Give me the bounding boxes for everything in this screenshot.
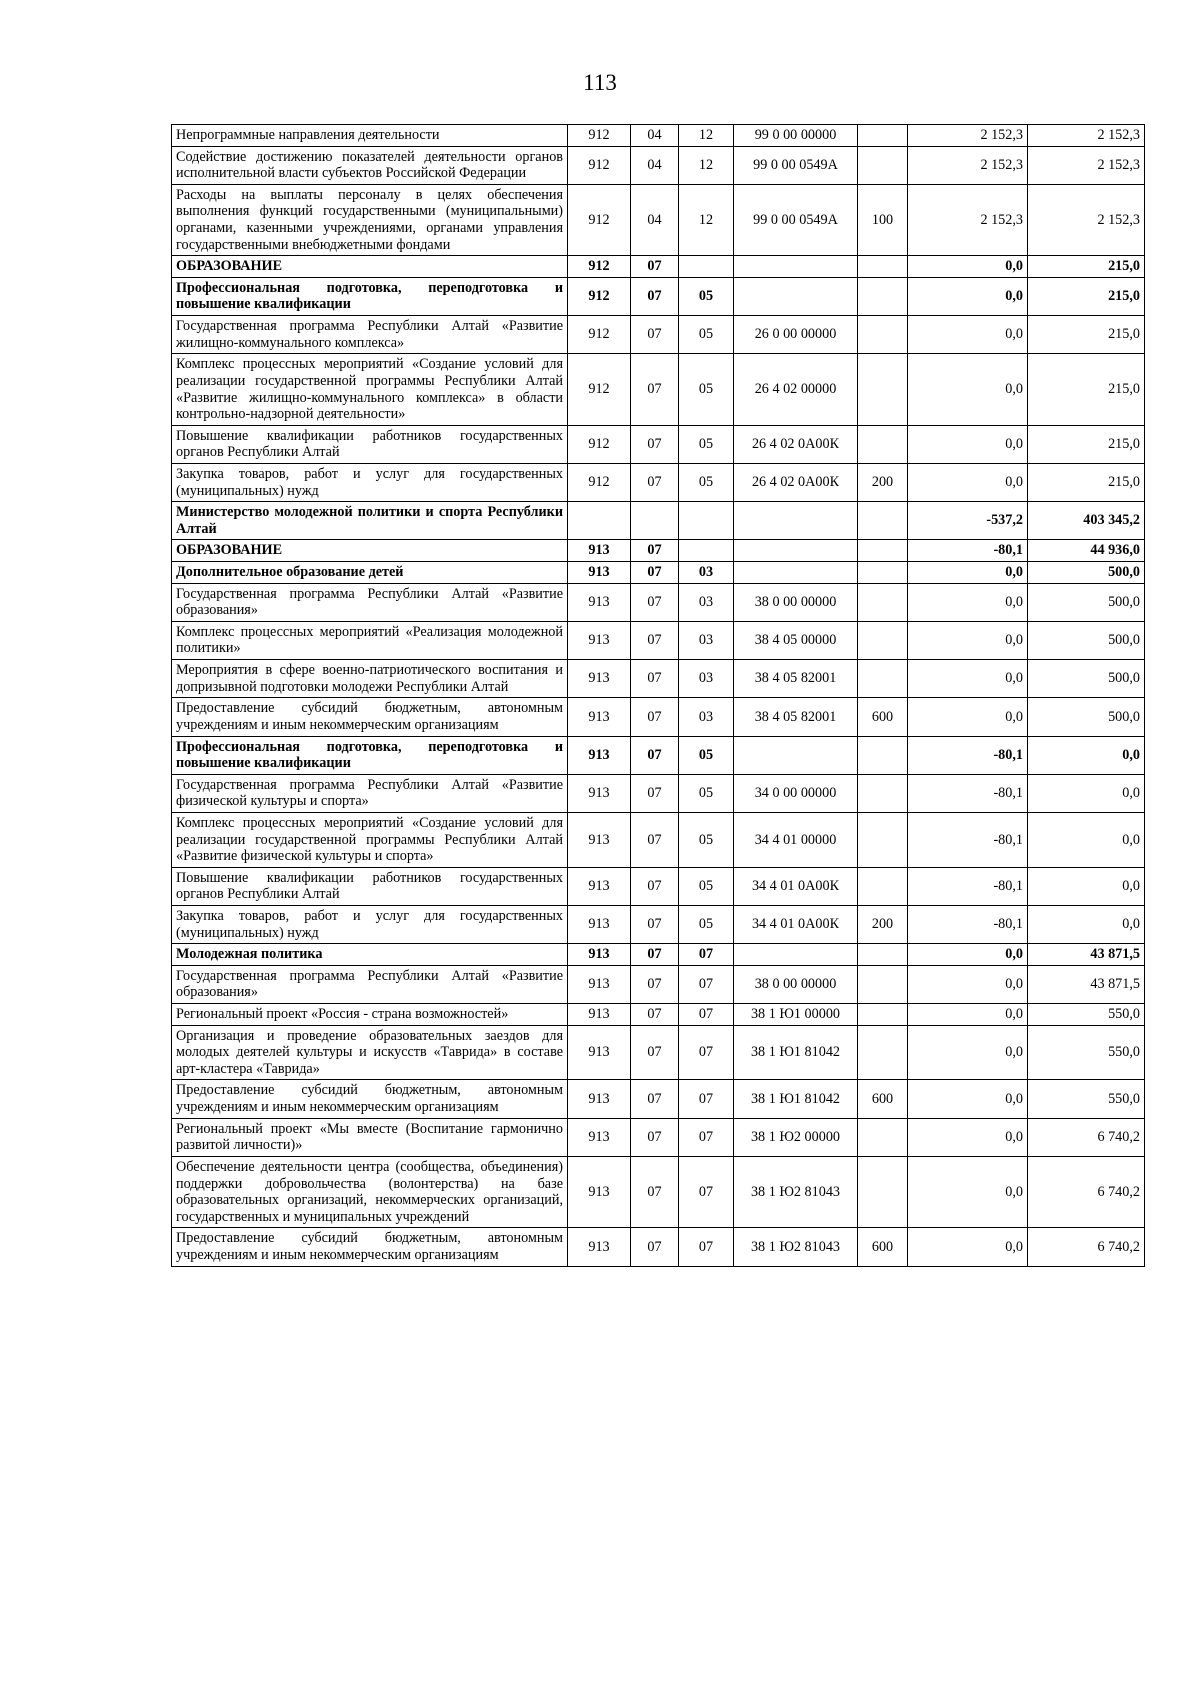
subsection-code-cell: 05: [679, 774, 734, 812]
ministry-code-cell: 913: [568, 812, 631, 867]
ministry-code-cell: 912: [568, 463, 631, 501]
expense-type-cell: [858, 146, 908, 184]
amount-change-cell: 0,0: [908, 354, 1028, 425]
expense-name-cell: Дополнительное образование детей: [172, 562, 568, 584]
expense-name-cell: ОБРАЗОВАНИЕ: [172, 540, 568, 562]
subsection-code-cell: 05: [679, 425, 734, 463]
expense-name-cell: Содействие достижению показателей деятельности органов исполнительной власти субъектов Российской Федерации: [172, 146, 568, 184]
expense-name-cell: Региональный проект «Россия - страна возможностей»: [172, 1004, 568, 1026]
expense-type-cell: [858, 540, 908, 562]
ministry-code-cell: 913: [568, 660, 631, 698]
section-code-cell: 04: [631, 125, 679, 147]
expense-type-cell: 600: [858, 1228, 908, 1266]
amount-change-cell: 0,0: [908, 562, 1028, 584]
expense-name-cell: Комплекс процессных мероприятий «Создание условий для реализации государственной программы Республики Алтай «Развитие жилищно-коммунального комплекса» в области контрольно-надзорной деятельности»: [172, 354, 568, 425]
amount-change-cell: 0,0: [908, 621, 1028, 659]
expense-name-cell: Повышение квалификации работников государственных органов Республики Алтай: [172, 425, 568, 463]
expense-name-cell: Профессиональная подготовка, переподготовка и повышение квалификации: [172, 736, 568, 774]
amount-total-cell: 215,0: [1028, 256, 1145, 278]
expense-name-cell: Мероприятия в сфере военно-патриотического воспитания и допризывной подготовки молодежи Республики Алтай: [172, 660, 568, 698]
section-code-cell: 07: [631, 1118, 679, 1156]
amount-total-cell: 500,0: [1028, 583, 1145, 621]
subsection-code-cell: 05: [679, 277, 734, 315]
amount-total-cell: 0,0: [1028, 736, 1145, 774]
amount-change-cell: 0,0: [908, 463, 1028, 501]
amount-total-cell: 215,0: [1028, 277, 1145, 315]
amount-change-cell: 0,0: [908, 316, 1028, 354]
target-article-cell: 26 4 02 0А00К: [734, 425, 858, 463]
table-row: [172, 540, 1145, 562]
section-code-cell: 07: [631, 660, 679, 698]
target-article-cell: 38 1 Ю2 00000: [734, 1118, 858, 1156]
target-article-cell: 99 0 00 0549А: [734, 146, 858, 184]
amount-total-cell: 500,0: [1028, 660, 1145, 698]
target-article-cell: 38 1 Ю1 00000: [734, 1004, 858, 1026]
table-row: [172, 698, 1145, 736]
target-article-cell: [734, 944, 858, 966]
table-row: [172, 774, 1145, 812]
ministry-code-cell: 912: [568, 125, 631, 147]
table-row: [172, 1228, 1145, 1266]
subsection-code-cell: 07: [679, 1228, 734, 1266]
expense-type-cell: [858, 562, 908, 584]
subsection-code-cell: 03: [679, 583, 734, 621]
amount-change-cell: 0,0: [908, 1118, 1028, 1156]
expense-type-cell: [858, 812, 908, 867]
expense-name-cell: Предоставление субсидий бюджетным, автономным учреждениям и иным некоммерческим организациям: [172, 1228, 568, 1266]
table-row: [172, 867, 1145, 905]
section-code-cell: 07: [631, 1228, 679, 1266]
target-article-cell: [734, 540, 858, 562]
expense-type-cell: [858, 583, 908, 621]
amount-total-cell: 500,0: [1028, 562, 1145, 584]
subsection-code-cell: 07: [679, 1004, 734, 1026]
expense-name-cell: Предоставление субсидий бюджетным, автономным учреждениям и иным некоммерческим организациям: [172, 698, 568, 736]
section-code-cell: 07: [631, 256, 679, 278]
ministry-code-cell: 912: [568, 146, 631, 184]
target-article-cell: 34 4 01 00000: [734, 812, 858, 867]
table-row: [172, 1118, 1145, 1156]
table-row: [172, 463, 1145, 501]
table-row: [172, 146, 1145, 184]
section-code-cell: 07: [631, 1025, 679, 1080]
ministry-code-cell: 913: [568, 583, 631, 621]
section-code-cell: 07: [631, 698, 679, 736]
ministry-code-cell: [568, 502, 631, 540]
target-article-cell: 38 4 05 82001: [734, 660, 858, 698]
expense-type-cell: 600: [858, 698, 908, 736]
target-article-cell: 38 1 Ю2 81043: [734, 1228, 858, 1266]
amount-total-cell: 0,0: [1028, 905, 1145, 943]
amount-change-cell: 0,0: [908, 425, 1028, 463]
expense-name-cell: Организация и проведение образовательных заездов для молодых деятелей культуры и искусств «Таврида» в составе арт-кластера «Таврида»: [172, 1025, 568, 1080]
ministry-code-cell: 912: [568, 425, 631, 463]
section-code-cell: 07: [631, 621, 679, 659]
amount-change-cell: 2 152,3: [908, 184, 1028, 255]
table-row: [172, 184, 1145, 255]
ministry-code-cell: 913: [568, 1004, 631, 1026]
expense-type-cell: [858, 354, 908, 425]
ministry-code-cell: 912: [568, 184, 631, 255]
amount-total-cell: 2 152,3: [1028, 146, 1145, 184]
amount-total-cell: 6 740,2: [1028, 1156, 1145, 1227]
ministry-code-cell: 913: [568, 562, 631, 584]
table-row: [172, 583, 1145, 621]
section-code-cell: 07: [631, 277, 679, 315]
expense-type-cell: [858, 502, 908, 540]
subsection-code-cell: 05: [679, 736, 734, 774]
table-row: [172, 1156, 1145, 1227]
amount-change-cell: 0,0: [908, 256, 1028, 278]
table-row: [172, 502, 1145, 540]
expense-name-cell: Обеспечение деятельности центра (сообщества, объединения) поддержки добровольчества (волонтерства) на базе образовательных организаций, некоммерческих организаций, государственных и муниципальных учреждений: [172, 1156, 568, 1227]
section-code-cell: 07: [631, 354, 679, 425]
ministry-code-cell: 913: [568, 1156, 631, 1227]
amount-total-cell: 6 740,2: [1028, 1228, 1145, 1266]
amount-change-cell: 0,0: [908, 944, 1028, 966]
subsection-code-cell: 12: [679, 125, 734, 147]
amount-total-cell: 215,0: [1028, 354, 1145, 425]
amount-change-cell: 0,0: [908, 1156, 1028, 1227]
target-article-cell: [734, 736, 858, 774]
expense-type-cell: 100: [858, 184, 908, 255]
table-row: [172, 905, 1145, 943]
expense-name-cell: Комплекс процессных мероприятий «Создание условий для реализации государственной программы Республики Алтай «Развитие физической культуры и спорта»: [172, 812, 568, 867]
table-row: [172, 944, 1145, 966]
ministry-code-cell: 912: [568, 316, 631, 354]
section-code-cell: 07: [631, 867, 679, 905]
table-row: [172, 621, 1145, 659]
section-code-cell: 07: [631, 1156, 679, 1227]
target-article-cell: 38 1 Ю2 81043: [734, 1156, 858, 1227]
subsection-code-cell: 07: [679, 944, 734, 966]
amount-change-cell: 0,0: [908, 583, 1028, 621]
amount-change-cell: 0,0: [908, 698, 1028, 736]
table-row: [172, 1080, 1145, 1118]
target-article-cell: 38 0 00 00000: [734, 965, 858, 1003]
expense-type-cell: [858, 125, 908, 147]
amount-total-cell: 550,0: [1028, 1004, 1145, 1026]
subsection-code-cell: 05: [679, 867, 734, 905]
section-code-cell: [631, 502, 679, 540]
ministry-code-cell: 913: [568, 774, 631, 812]
table-row: [172, 316, 1145, 354]
expense-type-cell: [858, 736, 908, 774]
expense-type-cell: [858, 1156, 908, 1227]
expense-type-cell: [858, 425, 908, 463]
subsection-code-cell: 05: [679, 812, 734, 867]
expense-type-cell: [858, 965, 908, 1003]
amount-change-cell: -80,1: [908, 867, 1028, 905]
ministry-code-cell: 913: [568, 1080, 631, 1118]
subsection-code-cell: 05: [679, 316, 734, 354]
table-row: [172, 277, 1145, 315]
amount-total-cell: 500,0: [1028, 621, 1145, 659]
ministry-code-cell: 913: [568, 1228, 631, 1266]
target-article-cell: 38 1 Ю1 81042: [734, 1025, 858, 1080]
expense-name-cell: ОБРАЗОВАНИЕ: [172, 256, 568, 278]
expense-name-cell: Непрограммные направления деятельности: [172, 125, 568, 147]
subsection-code-cell: [679, 540, 734, 562]
subsection-code-cell: 07: [679, 1156, 734, 1227]
expense-type-cell: [858, 621, 908, 659]
amount-total-cell: 500,0: [1028, 698, 1145, 736]
section-code-cell: 07: [631, 965, 679, 1003]
target-article-cell: 34 4 01 0А00К: [734, 867, 858, 905]
expense-name-cell: Государственная программа Республики Алтай «Развитие физической культуры и спорта»: [172, 774, 568, 812]
amount-total-cell: 215,0: [1028, 425, 1145, 463]
table-row: [172, 1004, 1145, 1026]
expense-type-cell: [858, 944, 908, 966]
table-row: [172, 425, 1145, 463]
expense-type-cell: [858, 1025, 908, 1080]
expense-name-cell: Региональный проект «Мы вместе (Воспитание гармонично развитой личности)»: [172, 1118, 568, 1156]
page-number: 113: [583, 70, 617, 95]
ministry-code-cell: 913: [568, 867, 631, 905]
target-article-cell: [734, 502, 858, 540]
expense-name-cell: Профессиональная подготовка, переподготовка и повышение квалификации: [172, 277, 568, 315]
amount-change-cell: 0,0: [908, 277, 1028, 315]
target-article-cell: 26 4 02 00000: [734, 354, 858, 425]
expense-type-cell: 200: [858, 905, 908, 943]
expense-name-cell: Молодежная политика: [172, 944, 568, 966]
target-article-cell: [734, 256, 858, 278]
target-article-cell: [734, 277, 858, 315]
ministry-code-cell: 913: [568, 540, 631, 562]
amount-total-cell: 2 152,3: [1028, 184, 1145, 255]
target-article-cell: 38 4 05 82001: [734, 698, 858, 736]
target-article-cell: 34 0 00 00000: [734, 774, 858, 812]
subsection-code-cell: 05: [679, 905, 734, 943]
table-row: [172, 1025, 1145, 1080]
section-code-cell: 07: [631, 562, 679, 584]
table-row: [172, 736, 1145, 774]
target-article-cell: [734, 562, 858, 584]
amount-total-cell: 550,0: [1028, 1080, 1145, 1118]
section-code-cell: 07: [631, 774, 679, 812]
expense-type-cell: [858, 256, 908, 278]
subsection-code-cell: 12: [679, 146, 734, 184]
expense-name-cell: Закупка товаров, работ и услуг для государственных (муниципальных) нужд: [172, 463, 568, 501]
target-article-cell: 26 0 00 00000: [734, 316, 858, 354]
ministry-code-cell: 913: [568, 736, 631, 774]
table-row: [172, 965, 1145, 1003]
section-code-cell: 07: [631, 540, 679, 562]
expense-type-cell: [858, 774, 908, 812]
section-code-cell: 04: [631, 184, 679, 255]
amount-total-cell: 0,0: [1028, 774, 1145, 812]
section-code-cell: 07: [631, 425, 679, 463]
amount-change-cell: -80,1: [908, 774, 1028, 812]
subsection-code-cell: 03: [679, 698, 734, 736]
target-article-cell: 38 4 05 00000: [734, 621, 858, 659]
subsection-code-cell: 07: [679, 965, 734, 1003]
amount-total-cell: 43 871,5: [1028, 944, 1145, 966]
table-row: [172, 562, 1145, 584]
amount-total-cell: 403 345,2: [1028, 502, 1145, 540]
amount-change-cell: 2 152,3: [908, 125, 1028, 147]
table-row: [172, 354, 1145, 425]
ministry-code-cell: 912: [568, 256, 631, 278]
target-article-cell: 99 0 00 0549А: [734, 184, 858, 255]
section-code-cell: 07: [631, 1080, 679, 1118]
ministry-code-cell: 913: [568, 944, 631, 966]
ministry-code-cell: 913: [568, 965, 631, 1003]
expense-type-cell: 600: [858, 1080, 908, 1118]
subsection-code-cell: 03: [679, 621, 734, 659]
amount-change-cell: 0,0: [908, 1004, 1028, 1026]
section-code-cell: 07: [631, 583, 679, 621]
target-article-cell: 26 4 02 0А00К: [734, 463, 858, 501]
expense-type-cell: [858, 660, 908, 698]
subsection-code-cell: 03: [679, 660, 734, 698]
ministry-code-cell: 913: [568, 905, 631, 943]
table-body: [172, 125, 1145, 1267]
subsection-code-cell: 12: [679, 184, 734, 255]
amount-total-cell: 44 936,0: [1028, 540, 1145, 562]
section-code-cell: 04: [631, 146, 679, 184]
amount-change-cell: 0,0: [908, 1025, 1028, 1080]
amount-total-cell: 0,0: [1028, 867, 1145, 905]
amount-change-cell: 0,0: [908, 1080, 1028, 1118]
section-code-cell: 07: [631, 463, 679, 501]
section-code-cell: 07: [631, 316, 679, 354]
amount-change-cell: -537,2: [908, 502, 1028, 540]
section-code-cell: 07: [631, 812, 679, 867]
table-row: [172, 660, 1145, 698]
expense-type-cell: [858, 867, 908, 905]
amount-change-cell: 0,0: [908, 660, 1028, 698]
ministry-code-cell: 913: [568, 1118, 631, 1156]
ministry-code-cell: 913: [568, 698, 631, 736]
ministry-code-cell: 913: [568, 621, 631, 659]
ministry-code-cell: 912: [568, 277, 631, 315]
subsection-code-cell: 07: [679, 1080, 734, 1118]
subsection-code-cell: [679, 502, 734, 540]
expense-type-cell: [858, 1118, 908, 1156]
section-code-cell: 07: [631, 1004, 679, 1026]
amount-total-cell: 2 152,3: [1028, 125, 1145, 147]
expense-type-cell: [858, 1004, 908, 1026]
amount-change-cell: -80,1: [908, 540, 1028, 562]
amount-total-cell: 550,0: [1028, 1025, 1145, 1080]
expense-name-cell: Закупка товаров, работ и услуг для государственных (муниципальных) нужд: [172, 905, 568, 943]
subsection-code-cell: 03: [679, 562, 734, 584]
target-article-cell: 38 0 00 00000: [734, 583, 858, 621]
expense-name-cell: Комплекс процессных мероприятий «Реализация молодежной политики»: [172, 621, 568, 659]
expense-name-cell: Государственная программа Республики Алтай «Развитие образования»: [172, 965, 568, 1003]
amount-total-cell: 0,0: [1028, 812, 1145, 867]
expense-type-cell: 200: [858, 463, 908, 501]
amount-change-cell: -80,1: [908, 812, 1028, 867]
amount-change-cell: -80,1: [908, 736, 1028, 774]
amount-total-cell: 215,0: [1028, 463, 1145, 501]
expense-name-cell: Государственная программа Республики Алтай «Развитие образования»: [172, 583, 568, 621]
expense-type-cell: [858, 316, 908, 354]
ministry-code-cell: 913: [568, 1025, 631, 1080]
amount-total-cell: 215,0: [1028, 316, 1145, 354]
target-article-cell: 34 4 01 0А00К: [734, 905, 858, 943]
amount-change-cell: -80,1: [908, 905, 1028, 943]
section-code-cell: 07: [631, 736, 679, 774]
amount-total-cell: 6 740,2: [1028, 1118, 1145, 1156]
expense-name-cell: Государственная программа Республики Алтай «Развитие жилищно-коммунального комплекса»: [172, 316, 568, 354]
subsection-code-cell: 05: [679, 463, 734, 501]
amount-change-cell: 0,0: [908, 1228, 1028, 1266]
ministry-code-cell: 912: [568, 354, 631, 425]
subsection-code-cell: 07: [679, 1025, 734, 1080]
table-row: [172, 812, 1145, 867]
subsection-code-cell: 05: [679, 354, 734, 425]
expense-name-cell: Повышение квалификации работников государственных органов Республики Алтай: [172, 867, 568, 905]
section-code-cell: 07: [631, 905, 679, 943]
amount-total-cell: 43 871,5: [1028, 965, 1145, 1003]
expense-type-cell: [858, 277, 908, 315]
subsection-code-cell: 07: [679, 1118, 734, 1156]
amount-change-cell: 2 152,3: [908, 146, 1028, 184]
section-code-cell: 07: [631, 944, 679, 966]
expense-name-cell: Министерство молодежной политики и спорта Республики Алтай: [172, 502, 568, 540]
table-row: [172, 125, 1145, 147]
subsection-code-cell: [679, 256, 734, 278]
expense-name-cell: Предоставление субсидий бюджетным, автономным учреждениям и иным некоммерческим организациям: [172, 1080, 568, 1118]
amount-change-cell: 0,0: [908, 965, 1028, 1003]
expense-name-cell: Расходы на выплаты персоналу в целях обеспечения выполнения функций государственными (муниципальными) органами, казенными учреждениями, органами управления государственными внебюджетными фондами: [172, 184, 568, 255]
target-article-cell: 99 0 00 00000: [734, 125, 858, 147]
table-row: [172, 256, 1145, 278]
target-article-cell: 38 1 Ю1 81042: [734, 1080, 858, 1118]
budget-table: [171, 124, 1145, 1267]
